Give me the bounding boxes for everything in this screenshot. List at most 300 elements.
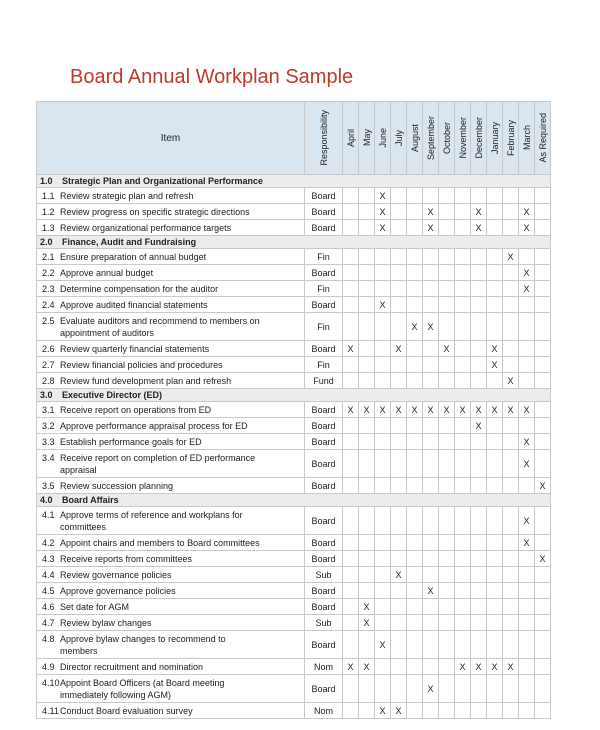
schedule-mark-cell: [535, 507, 551, 535]
schedule-mark-cell: [375, 615, 391, 631]
schedule-mark-cell: X: [519, 204, 535, 220]
schedule-mark-cell: [455, 583, 471, 599]
schedule-mark-cell: [343, 188, 359, 204]
schedule-mark-cell: X: [423, 402, 439, 418]
schedule-mark-cell: [439, 357, 455, 373]
schedule-mark-cell: [519, 567, 535, 583]
schedule-mark-cell: [407, 567, 423, 583]
schedule-mark-cell: [519, 249, 535, 265]
schedule-mark-cell: [423, 599, 439, 615]
schedule-mark-cell: [455, 341, 471, 357]
item-cell: [37, 703, 305, 719]
month-header-label: December: [473, 117, 484, 159]
schedule-mark-cell: [407, 478, 423, 494]
responsibility-cell: Board: [305, 188, 343, 204]
schedule-mark-cell: [487, 265, 503, 281]
item-cell: [37, 204, 305, 220]
item-content: [42, 190, 302, 202]
item-text: Appoint Board Officers (at Board meeting immediately following AGM): [60, 677, 225, 700]
item-number: 2.7: [42, 359, 55, 370]
item-cell: [37, 583, 305, 599]
schedule-mark-cell: X: [391, 703, 407, 719]
item-text: Approve annual budget: [60, 267, 154, 278]
schedule-mark-cell: [455, 357, 471, 373]
table-row: [37, 551, 551, 567]
item-number: 3.4: [42, 452, 55, 463]
table-row: [37, 450, 551, 478]
table-row: [37, 220, 551, 236]
schedule-mark-cell: [455, 675, 471, 703]
schedule-mark-cell: [439, 265, 455, 281]
section-number: 3.0: [40, 390, 53, 400]
item-content: [42, 537, 302, 549]
schedule-mark-cell: X: [439, 402, 455, 418]
item-number: 4.2: [42, 537, 55, 548]
schedule-mark-cell: [343, 373, 359, 389]
item-cell: [37, 341, 305, 357]
item-number: 4.9: [42, 661, 55, 672]
schedule-mark-cell: [439, 659, 455, 675]
item-cell: [37, 450, 305, 478]
schedule-mark-cell: [471, 478, 487, 494]
section-heading: [37, 175, 551, 188]
schedule-mark-cell: [423, 418, 439, 434]
item-cell: [37, 188, 305, 204]
item-text: Determine compensation for the auditor: [60, 283, 219, 294]
schedule-mark-cell: [487, 188, 503, 204]
schedule-mark-cell: [487, 703, 503, 719]
item-number: 3.1: [42, 404, 55, 415]
schedule-mark-cell: [407, 357, 423, 373]
month-header-label: March: [521, 125, 532, 151]
schedule-mark-cell: X: [471, 204, 487, 220]
schedule-mark-cell: [519, 297, 535, 313]
schedule-mark-cell: X: [375, 703, 391, 719]
schedule-mark-cell: [359, 450, 375, 478]
table-row: [37, 478, 551, 494]
schedule-mark-cell: X: [391, 567, 407, 583]
schedule-mark-cell: [519, 631, 535, 659]
schedule-mark-cell: [407, 703, 423, 719]
schedule-mark-cell: [423, 297, 439, 313]
schedule-mark-cell: [375, 675, 391, 703]
schedule-mark-cell: [439, 599, 455, 615]
schedule-mark-cell: [407, 615, 423, 631]
schedule-mark-cell: [503, 313, 519, 341]
table-row: [37, 313, 551, 341]
item-number: 1.2: [42, 206, 55, 217]
schedule-mark-cell: X: [359, 659, 375, 675]
section-number: 1.0: [40, 176, 53, 186]
item-text: Receive report on operations from ED: [60, 404, 212, 415]
schedule-mark-cell: [439, 373, 455, 389]
responsibility-cell: Board: [305, 599, 343, 615]
table-row: [37, 188, 551, 204]
schedule-mark-cell: [503, 341, 519, 357]
schedule-mark-cell: [343, 313, 359, 341]
schedule-mark-cell: [487, 450, 503, 478]
item-number: 4.8: [42, 633, 55, 644]
item-text: Approve audited financial statements: [60, 299, 208, 310]
schedule-mark-cell: [487, 567, 503, 583]
item-cell: [37, 599, 305, 615]
responsibility-cell: Fin: [305, 313, 343, 341]
schedule-mark-cell: [487, 583, 503, 599]
schedule-mark-cell: [503, 675, 519, 703]
schedule-mark-cell: [471, 357, 487, 373]
schedule-mark-cell: [375, 659, 391, 675]
item-text: Ensure preparation of annual budget: [60, 251, 207, 262]
schedule-mark-cell: [359, 551, 375, 567]
item-text: Director recruitment and nomination: [60, 661, 204, 672]
schedule-mark-cell: [455, 535, 471, 551]
item-content: [42, 705, 302, 717]
item-content: [42, 343, 302, 355]
schedule-mark-cell: [471, 281, 487, 297]
item-content: [42, 661, 302, 673]
item-content: [42, 480, 302, 492]
section-label: Strategic Plan and Organizational Performance: [62, 176, 264, 186]
item-cell: [37, 659, 305, 675]
schedule-mark-cell: [519, 188, 535, 204]
schedule-mark-cell: [439, 631, 455, 659]
schedule-mark-cell: [487, 535, 503, 551]
month-column-header: [439, 102, 455, 175]
schedule-mark-cell: [455, 507, 471, 535]
responsibility-cell: Board: [305, 204, 343, 220]
schedule-mark-cell: [359, 418, 375, 434]
schedule-mark-cell: [519, 551, 535, 567]
item-number: 3.2: [42, 420, 55, 431]
schedule-mark-cell: [439, 703, 455, 719]
schedule-mark-cell: [359, 357, 375, 373]
schedule-mark-cell: [391, 265, 407, 281]
schedule-mark-cell: X: [519, 535, 535, 551]
month-column-header: [343, 102, 359, 175]
schedule-mark-cell: [471, 313, 487, 341]
schedule-mark-cell: [471, 265, 487, 281]
schedule-mark-cell: [343, 567, 359, 583]
schedule-mark-cell: [359, 188, 375, 204]
schedule-mark-cell: X: [487, 659, 503, 675]
schedule-mark-cell: [343, 535, 359, 551]
item-text: Conduct Board evaluation survey: [60, 705, 193, 716]
table-row: [37, 373, 551, 389]
item-content: [42, 633, 302, 657]
schedule-mark-cell: [343, 675, 359, 703]
schedule-mark-cell: [535, 249, 551, 265]
responsibility-cell: Fin: [305, 281, 343, 297]
schedule-mark-cell: [359, 478, 375, 494]
item-cell: [37, 551, 305, 567]
schedule-mark-cell: [503, 703, 519, 719]
schedule-mark-cell: X: [535, 551, 551, 567]
month-column-header: [423, 102, 439, 175]
schedule-mark-cell: [423, 478, 439, 494]
schedule-mark-cell: [439, 418, 455, 434]
schedule-mark-cell: [391, 659, 407, 675]
section-heading: [37, 389, 551, 402]
schedule-mark-cell: [375, 418, 391, 434]
item-text: Review succession planning: [60, 480, 174, 491]
responsibility-cell: Nom: [305, 703, 343, 719]
schedule-mark-cell: [487, 281, 503, 297]
table-row: [37, 599, 551, 615]
month-column-header: [471, 102, 487, 175]
schedule-mark-cell: [503, 418, 519, 434]
schedule-mark-cell: [359, 281, 375, 297]
schedule-mark-cell: X: [471, 402, 487, 418]
schedule-mark-cell: [487, 297, 503, 313]
schedule-mark-cell: [535, 434, 551, 450]
item-number: 3.3: [42, 436, 55, 447]
table-row: [37, 402, 551, 418]
month-header-label: January: [489, 121, 500, 155]
schedule-mark-cell: X: [471, 418, 487, 434]
schedule-mark-cell: [455, 567, 471, 583]
schedule-mark-cell: [487, 220, 503, 236]
item-cell: [37, 631, 305, 659]
schedule-mark-cell: [343, 551, 359, 567]
item-cell: [37, 615, 305, 631]
schedule-mark-cell: [455, 551, 471, 567]
table-row: [37, 249, 551, 265]
table-row: [37, 434, 551, 450]
item-content: [42, 299, 302, 311]
schedule-mark-cell: [375, 313, 391, 341]
item-text: Appoint chairs and members to Board committees: [60, 537, 260, 548]
schedule-mark-cell: X: [455, 659, 471, 675]
responsibility-cell: Board: [305, 434, 343, 450]
item-content: [42, 222, 302, 234]
item-text: Approve terms of reference and workplans for committees: [60, 509, 243, 532]
schedule-mark-cell: [391, 249, 407, 265]
schedule-mark-cell: X: [503, 373, 519, 389]
schedule-mark-cell: [375, 281, 391, 297]
schedule-mark-cell: [439, 281, 455, 297]
section-label: Executive Director (ED): [62, 390, 163, 400]
schedule-mark-cell: X: [375, 204, 391, 220]
schedule-mark-cell: [423, 265, 439, 281]
schedule-mark-cell: [471, 675, 487, 703]
schedule-mark-cell: [423, 188, 439, 204]
table-row: [37, 341, 551, 357]
responsibility-cell: Board: [305, 341, 343, 357]
section-row: [37, 175, 551, 188]
responsibility-cell: Board: [305, 478, 343, 494]
schedule-mark-cell: [439, 450, 455, 478]
schedule-mark-cell: [535, 703, 551, 719]
schedule-mark-cell: [535, 265, 551, 281]
item-content: [42, 315, 302, 339]
item-text: Review progress on specific strategic directions: [60, 206, 250, 217]
item-cell: [37, 220, 305, 236]
table-row: [37, 583, 551, 599]
schedule-mark-cell: [455, 249, 471, 265]
schedule-mark-cell: [519, 599, 535, 615]
table-row: [37, 535, 551, 551]
item-number: 3.5: [42, 480, 55, 491]
schedule-mark-cell: [359, 204, 375, 220]
schedule-mark-cell: X: [519, 220, 535, 236]
schedule-mark-cell: [391, 631, 407, 659]
item-cell: [37, 567, 305, 583]
item-cell: [37, 313, 305, 341]
schedule-mark-cell: [359, 631, 375, 659]
month-column-header: [535, 102, 551, 175]
item-number: 4.7: [42, 617, 55, 628]
schedule-mark-cell: [503, 204, 519, 220]
item-content: [42, 617, 302, 629]
schedule-mark-cell: X: [407, 313, 423, 341]
item-cell: [37, 357, 305, 373]
responsibility-header-label: Responsibility: [318, 110, 329, 166]
item-cell: [37, 402, 305, 418]
section-label: Finance, Audit and Fundraising: [62, 237, 197, 247]
schedule-mark-cell: X: [375, 188, 391, 204]
schedule-mark-cell: X: [391, 341, 407, 357]
schedule-mark-cell: [391, 615, 407, 631]
schedule-mark-cell: [487, 418, 503, 434]
schedule-mark-cell: [375, 341, 391, 357]
schedule-mark-cell: [503, 450, 519, 478]
schedule-mark-cell: [359, 675, 375, 703]
schedule-mark-cell: X: [375, 631, 391, 659]
month-column-header: [391, 102, 407, 175]
schedule-mark-cell: [503, 583, 519, 599]
schedule-mark-cell: [535, 450, 551, 478]
responsibility-cell: Board: [305, 535, 343, 551]
section-row: [37, 494, 551, 507]
schedule-mark-cell: X: [359, 402, 375, 418]
item-text: Receive reports from committees: [60, 553, 193, 564]
schedule-mark-cell: [455, 703, 471, 719]
schedule-mark-cell: X: [519, 434, 535, 450]
schedule-mark-cell: [423, 535, 439, 551]
table-row: [37, 659, 551, 675]
item-cell: [37, 418, 305, 434]
item-text: Review strategic plan and refresh: [60, 190, 194, 201]
schedule-mark-cell: [391, 281, 407, 297]
schedule-mark-cell: [423, 450, 439, 478]
item-text: Review organizational performance targets: [60, 222, 232, 233]
schedule-mark-cell: [471, 551, 487, 567]
schedule-mark-cell: [503, 297, 519, 313]
schedule-mark-cell: [535, 357, 551, 373]
schedule-mark-cell: [519, 703, 535, 719]
schedule-mark-cell: [423, 507, 439, 535]
item-number: 2.4: [42, 299, 55, 310]
schedule-mark-cell: [375, 583, 391, 599]
schedule-mark-cell: [407, 418, 423, 434]
schedule-mark-cell: [519, 615, 535, 631]
schedule-mark-cell: [471, 434, 487, 450]
schedule-mark-cell: [535, 659, 551, 675]
schedule-mark-cell: [359, 313, 375, 341]
item-text: Approve governance policies: [60, 585, 176, 596]
item-cell: [37, 249, 305, 265]
schedule-mark-cell: [407, 297, 423, 313]
schedule-mark-cell: [503, 265, 519, 281]
schedule-mark-cell: [423, 659, 439, 675]
month-column-header: [407, 102, 423, 175]
schedule-mark-cell: X: [519, 402, 535, 418]
schedule-mark-cell: [407, 507, 423, 535]
schedule-mark-cell: [455, 418, 471, 434]
schedule-mark-cell: [375, 450, 391, 478]
schedule-mark-cell: [359, 703, 375, 719]
section-row: [37, 389, 551, 402]
schedule-mark-cell: [535, 220, 551, 236]
schedule-mark-cell: [407, 265, 423, 281]
responsibility-cell: Board: [305, 507, 343, 535]
schedule-mark-cell: [471, 631, 487, 659]
schedule-mark-cell: [423, 551, 439, 567]
schedule-mark-cell: [343, 204, 359, 220]
schedule-mark-cell: [487, 599, 503, 615]
schedule-mark-cell: [423, 281, 439, 297]
schedule-mark-cell: [503, 631, 519, 659]
table-row: [37, 631, 551, 659]
schedule-mark-cell: [391, 507, 407, 535]
schedule-mark-cell: X: [519, 450, 535, 478]
item-text: Review quarterly financial statements: [60, 343, 210, 354]
item-content: [42, 553, 302, 565]
schedule-mark-cell: [471, 507, 487, 535]
schedule-mark-cell: [423, 703, 439, 719]
responsibility-cell: Board: [305, 297, 343, 313]
schedule-mark-cell: [503, 535, 519, 551]
schedule-mark-cell: [519, 357, 535, 373]
schedule-mark-cell: [343, 249, 359, 265]
schedule-mark-cell: [407, 659, 423, 675]
schedule-mark-cell: [471, 450, 487, 478]
schedule-mark-cell: [471, 703, 487, 719]
month-column-header: [503, 102, 519, 175]
item-cell: [37, 373, 305, 389]
schedule-mark-cell: [359, 265, 375, 281]
item-number: 2.2: [42, 267, 55, 278]
responsibility-column-header: [305, 102, 343, 175]
schedule-mark-cell: X: [423, 675, 439, 703]
table-row: [37, 615, 551, 631]
schedule-mark-cell: [407, 341, 423, 357]
item-text: Approve bylaw changes to recommend to members: [60, 633, 226, 656]
schedule-mark-cell: [439, 507, 455, 535]
schedule-mark-cell: [519, 675, 535, 703]
month-header-label: As Required: [537, 113, 548, 163]
item-text: Review bylaw changes: [60, 617, 152, 628]
item-cell: [37, 675, 305, 703]
responsibility-cell: Board: [305, 631, 343, 659]
item-cell: [37, 478, 305, 494]
schedule-mark-cell: [519, 373, 535, 389]
schedule-mark-cell: [487, 434, 503, 450]
schedule-mark-cell: X: [343, 402, 359, 418]
schedule-mark-cell: [359, 583, 375, 599]
schedule-mark-cell: [407, 583, 423, 599]
table-row: [37, 281, 551, 297]
schedule-mark-cell: X: [503, 249, 519, 265]
schedule-mark-cell: [343, 631, 359, 659]
schedule-mark-cell: [343, 703, 359, 719]
item-content: [42, 452, 302, 476]
schedule-mark-cell: X: [343, 341, 359, 357]
schedule-mark-cell: [359, 567, 375, 583]
item-content: [42, 359, 302, 371]
schedule-mark-cell: [423, 434, 439, 450]
schedule-mark-cell: [455, 373, 471, 389]
